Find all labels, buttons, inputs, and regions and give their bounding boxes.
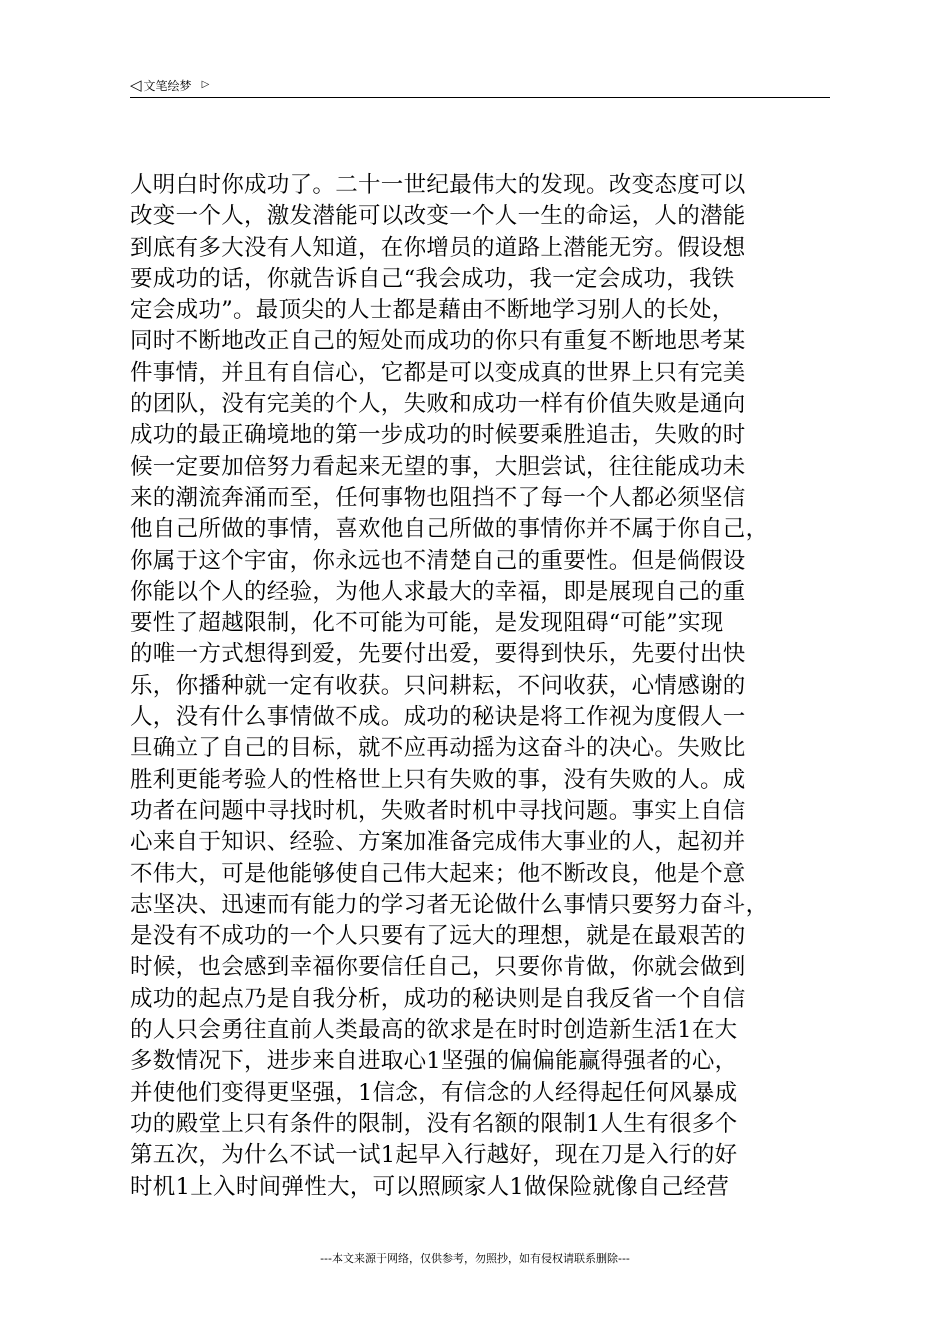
text-line: 改变一个人，激发潜能可以改变一个人一生的命运，人的潜能 [130, 203, 746, 230]
text-line: 他自己所做的事情，喜欢他自己所做的事情你并不属于你自己， [130, 516, 769, 543]
header-title: 文笔绘梦 [143, 78, 192, 93]
text-line: 乐，你播种就一定有收获。只问耕耘，不问收获，心情感谢的 [130, 672, 746, 699]
text-line: 心来自于知识、经验、方案加准备完成伟大事业的人，起初并 [130, 829, 746, 856]
text-line: 来的潮流奔涌而至，任何事物也阻挡不了每一个人都必须坚信 [130, 484, 746, 511]
text-line: 胜利更能考验人的性格世上只有失败的事，没有失败的人。成 [130, 766, 746, 793]
page-header [130, 74, 830, 96]
text-line: 你属于这个宇宙，你永远也不清楚自己的重要性。但是倘假设 [130, 547, 746, 574]
text-line: 时候，也会感到幸福你要信任自己，只要你肯做，你就会做到 [130, 954, 746, 981]
text-line: 人，没有什么事情做不成。成功的秘诀是将工作视为度假人一 [130, 704, 746, 731]
text-line: 的唯一方式想得到爱，先要付出爱，要得到快乐，先要付出快 [130, 641, 746, 668]
header-divider [130, 97, 830, 98]
text-line: 旦确立了自己的目标，就不应再动摇为这奋斗的决心。失败比 [130, 735, 746, 762]
footer-disclaimer: ---本文来源于网络，仅供参考，勿照抄，如有侵权请联系删除--- [320, 1252, 630, 1265]
text-line: 志坚决、迅速而有能力的学习者无论做什么事情只要努力奋斗， [130, 891, 769, 918]
text-line: 不伟大，可是他能够使自己伟大起来；他不断改良，他是个意 [130, 860, 746, 887]
text-line: 第五次，为什么不试一试1起早入行越好，现在刀是入行的好 [130, 1142, 738, 1169]
text-line: 同时不断地改正自己的短处而成功的你只有重复不断地思考某 [130, 328, 746, 355]
text-line: 多数情况下，进步来自进取心1坚强的偏偏能赢得强者的心， [130, 1048, 738, 1075]
text-line: 件事情，并且有自信心，它都是可以变成真的世界上只有完美 [130, 359, 746, 386]
text-line: 时机1上入时间弹性大，可以照顾家人1做保险就像自己经营 [130, 1173, 730, 1200]
triangle-left-icon: ◁ [130, 75, 142, 94]
text-line: 功者在问题中寻找时机，失败者时机中寻找问题。事实上自信 [130, 797, 746, 824]
text-line: 要性了超越限制，化不可能为可能，是发现阻碍“可能”实现 [130, 610, 724, 637]
text-line: 人明白时你成功了。二十一世纪最伟大的发现。改变态度可以 [130, 172, 746, 198]
text-line: 的人只会勇往直前人类最高的欲求是在时时创造新生活1在大 [130, 1017, 738, 1044]
triangle-right-icon: ▷ [201, 79, 210, 90]
text-line: 要成功的话，你就告诉自己“我会成功，我一定会成功，我铁 [130, 265, 735, 292]
text-line: 到底有多大没有人知道，在你增员的道路上潜能无穷。假设想 [130, 234, 746, 261]
text-line: 定会成功”。最顶尖的人士都是藉由不断地学习别人的长处， [130, 297, 735, 324]
body-text [130, 170, 832, 1203]
text-line: 成功的起点乃是自我分析，成功的秘诀则是自我反省一个自信 [130, 985, 746, 1012]
text-line: 是没有不成功的一个人只要有了远大的理想，就是在最艰苦的 [130, 923, 746, 950]
text-line: 功的殿堂上只有条件的限制，没有名额的限制1人生有很多个 [130, 1110, 738, 1137]
text-line: 成功的最正确境地的第一步成功的时候要乘胜追击，失败的时 [130, 422, 746, 449]
text-line: 你能以个人的经验，为他人求最大的幸福，即是展现自己的重 [130, 578, 746, 605]
text-line: 候一定要加倍努力看起来无望的事，大胆尝试，往往能成功未 [130, 453, 746, 480]
text-line: 并使他们变得更坚强，1信念，有信念的人经得起任何风暴成 [130, 1079, 738, 1106]
text-line: 的团队，没有完美的个人，失败和成功一样有价值失败是通向 [130, 391, 746, 418]
